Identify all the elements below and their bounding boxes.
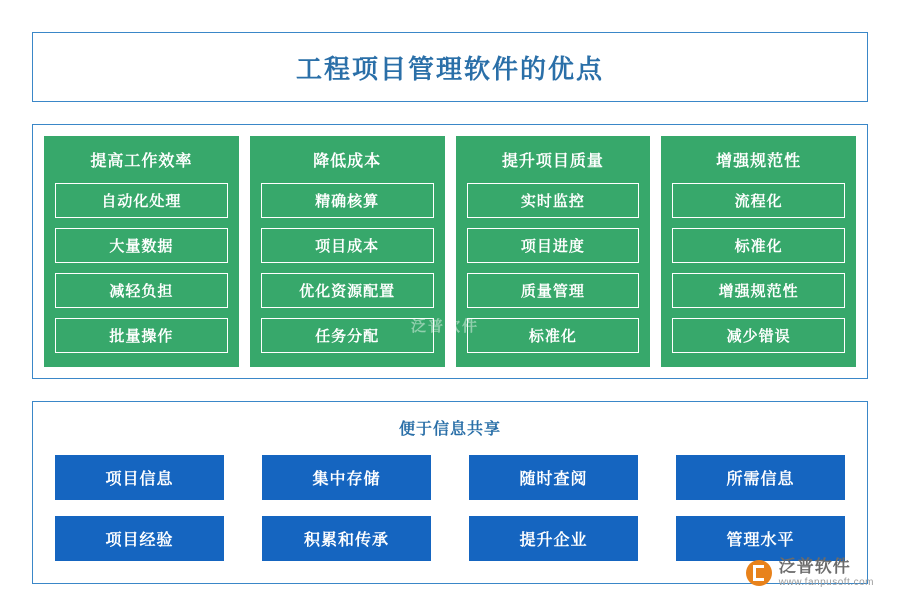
blue-item[interactable]: 随时查阅 <box>469 455 638 500</box>
brand-url: www.fanpusoft.com <box>778 577 874 588</box>
green-item[interactable]: 项目进度 <box>467 228 640 263</box>
blue-item[interactable]: 管理水平 <box>676 516 845 561</box>
green-item[interactable]: 大量数据 <box>55 228 228 263</box>
green-column-cost <box>250 136 445 367</box>
green-item[interactable]: 标准化 <box>672 228 845 263</box>
page-title: 工程项目管理软件的优点 <box>295 53 604 84</box>
green-item[interactable]: 标准化 <box>467 318 640 353</box>
blue-item[interactable]: 集中存储 <box>262 455 431 500</box>
blue-item[interactable]: 提升企业 <box>469 516 638 561</box>
green-column-standardization <box>661 136 856 367</box>
green-item[interactable]: 批量操作 <box>55 318 228 353</box>
green-item[interactable]: 实时监控 <box>467 183 640 218</box>
title-banner <box>32 32 868 102</box>
green-column-header: 提升项目质量 <box>501 153 604 170</box>
green-item[interactable]: 精确核算 <box>261 183 434 218</box>
blue-item[interactable]: 所需信息 <box>676 455 845 500</box>
green-item[interactable]: 自动化处理 <box>55 183 228 218</box>
green-item[interactable]: 减轻负担 <box>55 273 228 308</box>
info-sharing-blue-section <box>32 401 868 584</box>
green-item[interactable]: 项目成本 <box>261 228 434 263</box>
blue-items-grid <box>55 455 845 561</box>
blue-item[interactable]: 项目信息 <box>55 455 224 500</box>
watermark-center: 泛普软件 <box>411 318 480 335</box>
green-item[interactable]: 增强规范性 <box>672 273 845 308</box>
green-item[interactable]: 质量管理 <box>467 273 640 308</box>
green-item[interactable]: 优化资源配置 <box>261 273 434 308</box>
green-column-header: 提高工作效率 <box>90 153 193 170</box>
green-item[interactable]: 任务分配 <box>261 318 434 353</box>
green-item[interactable]: 减少错误 <box>672 318 845 353</box>
blue-item[interactable]: 积累和传承 <box>262 516 431 561</box>
brand-name-cn: 泛普软件 <box>778 557 851 577</box>
green-column-efficiency <box>44 136 239 367</box>
green-column-quality <box>456 136 651 367</box>
green-item[interactable]: 流程化 <box>672 183 845 218</box>
blue-item[interactable]: 项目经验 <box>55 516 224 561</box>
advantages-green-section <box>32 124 868 379</box>
green-column-header: 增强规范性 <box>716 153 802 170</box>
blue-section-header: 便于信息共享 <box>398 421 501 438</box>
green-column-header: 降低成本 <box>313 153 382 170</box>
